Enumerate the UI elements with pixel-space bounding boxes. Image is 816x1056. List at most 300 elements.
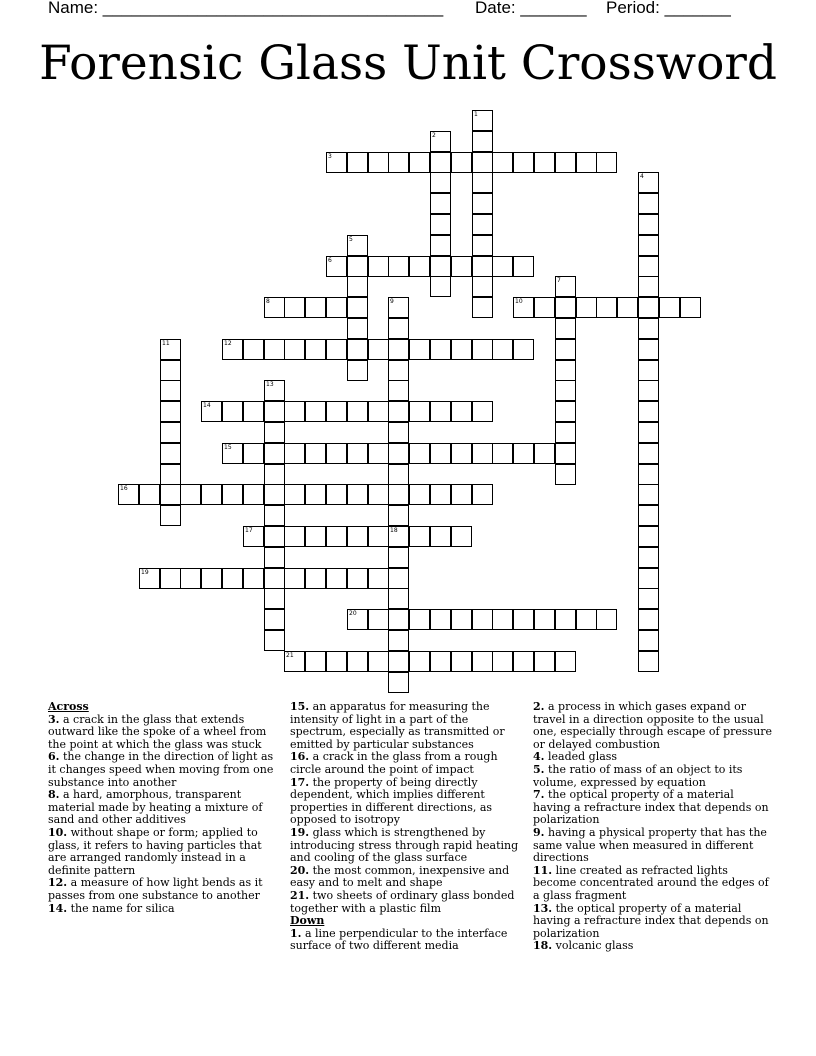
clue-down-11 xyxy=(533,865,773,903)
grid-cell[interactable] xyxy=(451,152,472,173)
grid-cell[interactable] xyxy=(430,276,451,297)
cell-number: 6 xyxy=(328,257,332,264)
across-clue-list xyxy=(48,714,283,916)
grid-cell[interactable] xyxy=(513,152,534,173)
grid-cell[interactable] xyxy=(534,152,555,173)
grid-cell[interactable] xyxy=(243,526,264,547)
grid-cell[interactable] xyxy=(388,526,409,547)
grid-cell[interactable] xyxy=(430,214,451,235)
clue-down-1 xyxy=(290,928,526,953)
grid-cell[interactable] xyxy=(388,422,409,443)
grid-cell[interactable] xyxy=(347,360,368,381)
grid-cell[interactable] xyxy=(638,235,659,256)
cell-number: 2 xyxy=(432,132,436,139)
grid-cell[interactable] xyxy=(534,651,555,672)
grid-cell[interactable] xyxy=(118,484,139,505)
clue-down-7 xyxy=(533,789,773,827)
grid-cell[interactable] xyxy=(638,193,659,214)
clue-number: 20. xyxy=(290,863,310,877)
grid-cell[interactable] xyxy=(222,401,243,422)
cell-number: 1 xyxy=(474,111,478,118)
grid-cell[interactable] xyxy=(555,422,576,443)
grid-cell[interactable] xyxy=(596,609,617,630)
clue-number: 10. xyxy=(48,825,68,839)
grid-cell[interactable] xyxy=(326,256,347,277)
grid-cell[interactable] xyxy=(368,339,389,360)
grid-cell[interactable] xyxy=(326,651,347,672)
grid-cell[interactable] xyxy=(513,443,534,464)
name-field[interactable]: Name: ____________________________________ xyxy=(48,0,444,17)
clue-across-14 xyxy=(48,903,283,916)
grid-cell[interactable] xyxy=(284,568,305,589)
grid-cell[interactable] xyxy=(160,443,181,464)
grid-cell[interactable] xyxy=(555,339,576,360)
clue-across-12 xyxy=(48,877,283,902)
period-field[interactable]: Period: _______ xyxy=(606,0,731,17)
clue-down-2 xyxy=(533,701,773,751)
grid-cell[interactable] xyxy=(305,401,326,422)
grid-cell[interactable] xyxy=(347,401,368,422)
grid-cell[interactable] xyxy=(243,339,264,360)
grid-cell[interactable] xyxy=(409,443,430,464)
clue-across-20 xyxy=(290,865,526,890)
grid-cell[interactable] xyxy=(638,318,659,339)
grid-cell[interactable] xyxy=(430,609,451,630)
grid-cell[interactable] xyxy=(201,484,222,505)
across-clue-list-continued xyxy=(290,701,526,915)
grid-cell[interactable] xyxy=(555,401,576,422)
grid-cell[interactable] xyxy=(451,443,472,464)
cell-number: 13 xyxy=(266,381,274,388)
grid-cell[interactable] xyxy=(388,297,409,318)
grid-cell[interactable] xyxy=(472,214,493,235)
cell-number: 10 xyxy=(515,298,523,305)
clue-text: line created as refracted lights become concentrated around the edges of a glass fragment xyxy=(533,863,769,902)
grid-cell[interactable] xyxy=(264,380,285,401)
grid-cell[interactable] xyxy=(409,526,430,547)
grid-cell[interactable] xyxy=(347,152,368,173)
grid-cell[interactable] xyxy=(472,235,493,256)
grid-cell[interactable] xyxy=(555,380,576,401)
grid-cell[interactable] xyxy=(555,360,576,381)
clue-text: a crack in the glass from a rough circle around the point of impact xyxy=(290,750,498,776)
grid-cell[interactable] xyxy=(472,401,493,422)
grid-cell[interactable] xyxy=(305,484,326,505)
grid-cell[interactable] xyxy=(638,484,659,505)
grid-cell[interactable] xyxy=(180,484,201,505)
grid-cell[interactable] xyxy=(638,526,659,547)
grid-cell[interactable] xyxy=(201,568,222,589)
grid-cell[interactable] xyxy=(160,568,181,589)
grid-cell[interactable] xyxy=(388,360,409,381)
grid-cell[interactable] xyxy=(430,339,451,360)
grid-cell[interactable] xyxy=(388,401,409,422)
grid-cell[interactable] xyxy=(222,568,243,589)
grid-cell[interactable] xyxy=(409,339,430,360)
grid-cell[interactable] xyxy=(534,443,555,464)
clue-column-3 xyxy=(533,701,773,953)
grid-cell[interactable] xyxy=(451,401,472,422)
grid-cell[interactable] xyxy=(513,297,534,318)
grid-cell[interactable] xyxy=(638,422,659,443)
grid-cell[interactable] xyxy=(264,422,285,443)
clue-text: an apparatus for measuring the intensity of light in a part of the spectrum, especially as transmitted or emitted by particular substances xyxy=(290,700,505,751)
clue-number: 18. xyxy=(533,939,553,953)
grid-cell[interactable] xyxy=(492,443,513,464)
grid-cell[interactable] xyxy=(368,484,389,505)
clue-text: a line perpendicular to the interface surface of two different media xyxy=(290,926,508,953)
grid-cell[interactable] xyxy=(388,443,409,464)
grid-cell[interactable] xyxy=(451,256,472,277)
grid-cell[interactable] xyxy=(368,526,389,547)
grid-cell[interactable] xyxy=(347,568,368,589)
clue-number: 11. xyxy=(533,863,553,877)
clue-text: two sheets of ordinary glass bonded together with a plastic film xyxy=(290,888,515,915)
clue-number: 21. xyxy=(290,888,310,902)
grid-cell[interactable] xyxy=(555,609,576,630)
grid-cell[interactable] xyxy=(347,609,368,630)
grid-cell[interactable] xyxy=(638,276,659,297)
down-heading: Down xyxy=(290,914,325,928)
grid-cell[interactable] xyxy=(451,609,472,630)
grid-cell[interactable] xyxy=(409,609,430,630)
grid-cell[interactable] xyxy=(284,651,305,672)
clue-down-5 xyxy=(533,764,773,789)
grid-cell[interactable] xyxy=(513,256,534,277)
grid-cell[interactable] xyxy=(451,339,472,360)
grid-cell[interactable] xyxy=(430,484,451,505)
grid-cell[interactable] xyxy=(430,401,451,422)
grid-cell[interactable] xyxy=(388,152,409,173)
grid-cell[interactable] xyxy=(139,568,160,589)
grid-cell[interactable] xyxy=(347,318,368,339)
grid-cell[interactable] xyxy=(430,526,451,547)
grid-cell[interactable] xyxy=(472,297,493,318)
clue-number: 6. xyxy=(48,750,60,764)
clue-number: 4. xyxy=(533,750,545,764)
grid-cell[interactable] xyxy=(430,172,451,193)
grid-cell[interactable] xyxy=(451,526,472,547)
grid-cell[interactable] xyxy=(513,609,534,630)
clue-across-21 xyxy=(290,890,526,915)
grid-cell[interactable] xyxy=(409,484,430,505)
grid-cell[interactable] xyxy=(472,152,493,173)
grid-cell[interactable] xyxy=(305,526,326,547)
grid-cell[interactable] xyxy=(638,651,659,672)
grid-cell[interactable] xyxy=(638,609,659,630)
grid-cell[interactable] xyxy=(430,152,451,173)
grid-cell[interactable] xyxy=(492,256,513,277)
cell-number: 8 xyxy=(266,298,270,305)
grid-cell[interactable] xyxy=(409,401,430,422)
clue-text: the change in the direction of light as it changes speed when moving from one substance into another xyxy=(48,750,274,789)
grid-cell[interactable] xyxy=(430,131,451,152)
grid-cell[interactable] xyxy=(264,630,285,651)
grid-cell[interactable] xyxy=(347,256,368,277)
grid-cell[interactable] xyxy=(160,401,181,422)
grid-cell[interactable] xyxy=(160,505,181,526)
grid-cell[interactable] xyxy=(326,443,347,464)
grid-cell[interactable] xyxy=(451,651,472,672)
grid-cell[interactable] xyxy=(492,609,513,630)
cell-number: 3 xyxy=(328,153,332,160)
grid-cell[interactable] xyxy=(430,256,451,277)
grid-cell[interactable] xyxy=(284,443,305,464)
grid-cell[interactable] xyxy=(638,505,659,526)
grid-cell[interactable] xyxy=(472,484,493,505)
grid-cell[interactable] xyxy=(368,443,389,464)
clue-number: 19. xyxy=(290,825,310,839)
grid-cell[interactable] xyxy=(264,464,285,485)
grid-cell[interactable] xyxy=(617,297,638,318)
grid-cell[interactable] xyxy=(326,339,347,360)
grid-cell[interactable] xyxy=(160,422,181,443)
clue-down-18 xyxy=(533,940,773,953)
grid-cell[interactable] xyxy=(264,401,285,422)
grid-cell[interactable] xyxy=(472,276,493,297)
grid-cell[interactable] xyxy=(513,339,534,360)
grid-cell[interactable] xyxy=(305,297,326,318)
clue-number: 17. xyxy=(290,775,310,789)
grid-cell[interactable] xyxy=(638,380,659,401)
grid-cell[interactable] xyxy=(368,651,389,672)
clue-text: a hard, amorphous, transparent material made by heating a mixture of sand and other additives xyxy=(48,788,263,827)
grid-cell[interactable] xyxy=(264,609,285,630)
grid-cell[interactable] xyxy=(409,256,430,277)
grid-cell[interactable] xyxy=(326,401,347,422)
grid-cell[interactable] xyxy=(638,256,659,277)
grid-cell[interactable] xyxy=(305,443,326,464)
clue-number: 9. xyxy=(533,825,545,839)
grid-cell[interactable] xyxy=(388,568,409,589)
clue-column-2 xyxy=(290,701,526,953)
grid-cell[interactable] xyxy=(139,484,160,505)
grid-cell[interactable] xyxy=(160,360,181,381)
grid-cell[interactable] xyxy=(534,609,555,630)
grid-cell[interactable] xyxy=(638,297,659,318)
grid-cell[interactable] xyxy=(305,651,326,672)
grid-cell[interactable] xyxy=(160,464,181,485)
grid-cell[interactable] xyxy=(638,172,659,193)
grid-cell[interactable] xyxy=(264,443,285,464)
cell-number: 15 xyxy=(224,444,232,451)
grid-cell[interactable] xyxy=(409,651,430,672)
grid-cell[interactable] xyxy=(638,214,659,235)
clue-text: the optical property of a material having a refracture index that depends on polarization xyxy=(533,788,769,827)
grid-cell[interactable] xyxy=(180,568,201,589)
grid-cell[interactable] xyxy=(492,651,513,672)
grid-cell[interactable] xyxy=(243,484,264,505)
grid-cell[interactable] xyxy=(347,235,368,256)
grid-cell[interactable] xyxy=(534,297,555,318)
grid-cell[interactable] xyxy=(243,568,264,589)
grid-cell[interactable] xyxy=(638,588,659,609)
grid-cell[interactable] xyxy=(264,547,285,568)
grid-cell[interactable] xyxy=(555,443,576,464)
cell-number: 16 xyxy=(120,485,128,492)
cell-number: 5 xyxy=(349,236,353,243)
grid-cell[interactable] xyxy=(347,443,368,464)
clue-text: the most common, inexpensive and easy and to melt and shape xyxy=(290,863,510,890)
grid-cell[interactable] xyxy=(555,152,576,173)
grid-cell[interactable] xyxy=(388,630,409,651)
grid-cell[interactable] xyxy=(388,339,409,360)
clue-text: the optical property of a material having a refracture index that depends on polarization xyxy=(533,901,769,940)
grid-cell[interactable] xyxy=(659,297,680,318)
grid-cell[interactable] xyxy=(430,651,451,672)
grid-cell[interactable] xyxy=(555,318,576,339)
grid-cell[interactable] xyxy=(638,360,659,381)
grid-cell[interactable] xyxy=(326,152,347,173)
grid-cell[interactable] xyxy=(472,193,493,214)
grid-cell[interactable] xyxy=(243,443,264,464)
grid-cell[interactable] xyxy=(680,297,701,318)
grid-cell[interactable] xyxy=(201,401,222,422)
grid-cell[interactable] xyxy=(472,256,493,277)
grid-cell[interactable] xyxy=(264,484,285,505)
grid-cell[interactable] xyxy=(555,651,576,672)
cell-number: 19 xyxy=(141,569,149,576)
grid-cell[interactable] xyxy=(368,401,389,422)
grid-cell[interactable] xyxy=(388,318,409,339)
grid-cell[interactable] xyxy=(347,276,368,297)
grid-cell[interactable] xyxy=(243,401,264,422)
clue-number: 14. xyxy=(48,901,68,915)
grid-cell[interactable] xyxy=(326,484,347,505)
grid-cell[interactable] xyxy=(347,297,368,318)
grid-cell[interactable] xyxy=(430,235,451,256)
grid-cell[interactable] xyxy=(638,443,659,464)
grid-cell[interactable] xyxy=(638,464,659,485)
clue-down-13 xyxy=(533,903,773,941)
grid-cell[interactable] xyxy=(513,651,534,672)
grid-cell[interactable] xyxy=(492,339,513,360)
grid-cell[interactable] xyxy=(160,484,181,505)
grid-cell[interactable] xyxy=(160,339,181,360)
grid-cell[interactable] xyxy=(368,152,389,173)
grid-cell[interactable] xyxy=(347,651,368,672)
grid-cell[interactable] xyxy=(347,484,368,505)
grid-cell[interactable] xyxy=(638,547,659,568)
grid-cell[interactable] xyxy=(388,588,409,609)
grid-cell[interactable] xyxy=(284,526,305,547)
clue-across-3 xyxy=(48,714,283,752)
grid-cell[interactable] xyxy=(555,276,576,297)
grid-cell[interactable] xyxy=(388,505,409,526)
grid-cell[interactable] xyxy=(284,339,305,360)
clue-text: leaded glass xyxy=(544,750,618,764)
cell-number: 18 xyxy=(390,527,398,534)
grid-cell[interactable] xyxy=(576,609,597,630)
grid-cell[interactable] xyxy=(305,568,326,589)
grid-cell[interactable] xyxy=(451,484,472,505)
grid-cell[interactable] xyxy=(388,609,409,630)
grid-cell[interactable] xyxy=(284,297,305,318)
clue-text: the ratio of mass of an object to its volume, expressed by equation xyxy=(533,762,743,789)
grid-cell[interactable] xyxy=(409,152,430,173)
grid-cell[interactable] xyxy=(368,256,389,277)
grid-cell[interactable] xyxy=(555,297,576,318)
grid-cell[interactable] xyxy=(492,152,513,173)
grid-cell[interactable] xyxy=(326,568,347,589)
clue-number: 5. xyxy=(533,762,545,776)
grid-cell[interactable] xyxy=(555,464,576,485)
grid-cell[interactable] xyxy=(284,401,305,422)
clue-across-19 xyxy=(290,827,526,865)
grid-cell[interactable] xyxy=(264,568,285,589)
grid-cell[interactable] xyxy=(388,484,409,505)
grid-cell[interactable] xyxy=(430,193,451,214)
cell-number: 21 xyxy=(286,652,294,659)
clue-across-17 xyxy=(290,777,526,827)
grid-cell[interactable] xyxy=(472,110,493,131)
grid-cell[interactable] xyxy=(388,464,409,485)
grid-cell[interactable] xyxy=(472,339,493,360)
cell-number: 9 xyxy=(390,298,394,305)
grid-cell[interactable] xyxy=(596,297,617,318)
cell-number: 14 xyxy=(203,402,211,409)
clue-number: 7. xyxy=(533,788,545,802)
grid-cell[interactable] xyxy=(368,609,389,630)
grid-cell[interactable] xyxy=(638,630,659,651)
clue-text: a crack in the glass that extends outward like the spoke of a wheel from the point at which the glass was stuck xyxy=(48,712,267,751)
grid-cell[interactable] xyxy=(638,568,659,589)
grid-cell[interactable] xyxy=(264,339,285,360)
date-field[interactable]: Date: _______ xyxy=(475,0,587,17)
grid-cell[interactable] xyxy=(305,339,326,360)
grid-cell[interactable] xyxy=(388,651,409,672)
clue-column-1 xyxy=(48,701,283,915)
grid-cell[interactable] xyxy=(326,526,347,547)
grid-cell[interactable] xyxy=(430,443,451,464)
grid-cell[interactable] xyxy=(638,401,659,422)
cell-number: 4 xyxy=(640,173,644,180)
grid-cell[interactable] xyxy=(472,443,493,464)
grid-cell[interactable] xyxy=(222,484,243,505)
grid-cell[interactable] xyxy=(222,339,243,360)
grid-cell[interactable] xyxy=(472,131,493,152)
grid-cell[interactable] xyxy=(264,588,285,609)
grid-cell[interactable] xyxy=(264,526,285,547)
grid-cell[interactable] xyxy=(284,484,305,505)
grid-cell[interactable] xyxy=(388,547,409,568)
grid-cell[interactable] xyxy=(638,339,659,360)
grid-cell[interactable] xyxy=(347,339,368,360)
grid-cell[interactable] xyxy=(576,152,597,173)
grid-cell[interactable] xyxy=(264,297,285,318)
grid-cell[interactable] xyxy=(368,568,389,589)
grid-cell[interactable] xyxy=(576,297,597,318)
grid-cell[interactable] xyxy=(388,380,409,401)
across-heading: Across xyxy=(48,700,89,713)
grid-cell[interactable] xyxy=(472,651,493,672)
cell-number: 20 xyxy=(349,610,357,617)
grid-cell[interactable] xyxy=(596,152,617,173)
grid-cell[interactable] xyxy=(472,609,493,630)
clue-text: without shape or form; applied to glass, it refers to having particles that are arranged randomly instead in a definite pattern xyxy=(48,825,262,877)
grid-cell[interactable] xyxy=(160,380,181,401)
grid-cell[interactable] xyxy=(388,256,409,277)
clue-text: volcanic glass xyxy=(552,939,634,953)
grid-cell[interactable] xyxy=(388,672,409,693)
grid-cell[interactable] xyxy=(222,443,243,464)
grid-cell[interactable] xyxy=(264,505,285,526)
clue-across-16 xyxy=(290,751,526,776)
grid-cell[interactable] xyxy=(347,526,368,547)
clue-text: a measure of how light bends as it passes from one substance to another xyxy=(48,876,263,902)
grid-cell[interactable] xyxy=(326,297,347,318)
grid-cell[interactable] xyxy=(472,172,493,193)
